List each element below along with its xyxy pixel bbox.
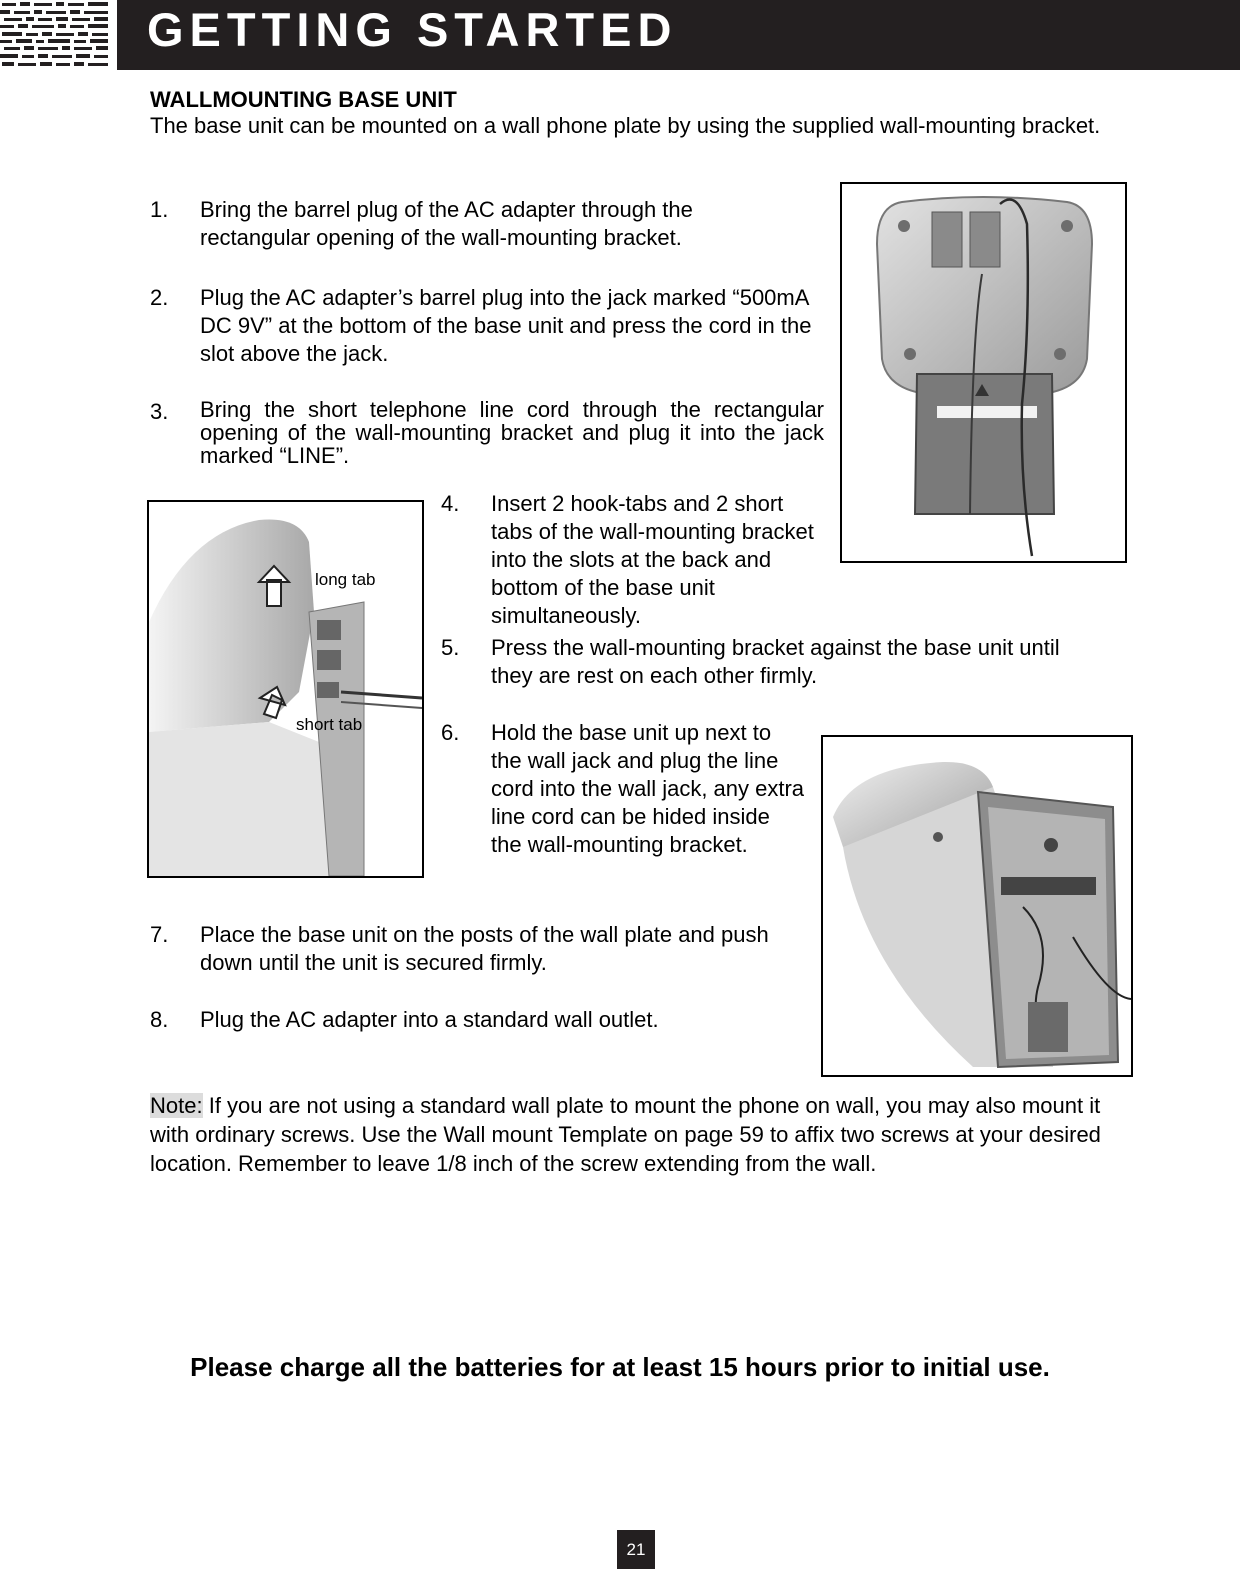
header-pattern <box>0 0 112 70</box>
tab-insertion-illustration <box>149 502 422 876</box>
figure-base-unit-back <box>840 182 1127 563</box>
step-text: Bring the barrel plug of the AC adapter through the rectangular opening of the wall-mounting bracket. <box>200 197 693 250</box>
section-title: WALLMOUNTING BASE UNIT <box>150 87 457 112</box>
step-number: 8. <box>150 1007 169 1032</box>
note-paragraph <box>150 1091 1130 1178</box>
step-number: 5. <box>441 635 460 660</box>
step-text: Hold the base unit up next to the wall jack and plug the line cord into the wall jack, any extra line cord can be hided inside the wall-mounting bracket. <box>491 720 805 857</box>
battery-charge-reminder: Please charge all the batteries for at least 15 hours prior to initial use. <box>190 1352 1050 1382</box>
long-tab-label: long tab <box>315 570 376 589</box>
figure-bracket-mounted <box>821 735 1133 1077</box>
step-number: 3. <box>150 399 169 424</box>
step-text: Insert 2 hook-tabs and 2 short tabs of the wall-mounting bracket into the slots at the back and bottom of the base unit simultaneously. <box>491 491 814 628</box>
step-number: 1. <box>150 197 169 222</box>
short-tab-label: short tab <box>296 715 363 734</box>
step-text: Press the wall-mounting bracket against the base unit until they are rest on each other firmly. <box>491 635 1060 688</box>
step-number: 7. <box>150 922 169 947</box>
step-text: Plug the AC adapter into a standard wall outlet. <box>200 1007 659 1032</box>
bracket-mounted-illustration <box>823 737 1131 1075</box>
intro-paragraph: The base unit can be mounted on a wall phone plate by using the supplied wall-mounting bracket. <box>150 113 1101 138</box>
step-text: Bring the short telephone line cord through the rectangular opening of the wall-mounting bracket and plug it into the jack marked “LINE”. <box>200 397 824 468</box>
figure-tab-insertion <box>147 500 424 878</box>
step-number: 6. <box>441 720 460 745</box>
step-number: 2. <box>150 285 169 310</box>
note-text: If you are not using a standard wall plate to mount the phone on wall, you may also mount it with ordinary screws. Use the Wall mount Template on page 59 to affix two screws at your desired location. Remember to leave 1/8 inch of the screw extending from the wall. <box>150 1093 1101 1176</box>
page-title: GETTING STARTED <box>147 3 678 56</box>
step-number: 4. <box>441 491 460 516</box>
note-label: Note: <box>150 1093 203 1118</box>
step-text: Plug the AC adapter’s barrel plug into the jack marked “500mA DC 9V” at the bottom of the base unit and press the cord in the slot above the jack. <box>200 285 812 366</box>
base-unit-back-illustration <box>842 184 1125 561</box>
page-number: 21 <box>617 1530 655 1569</box>
step-text: Place the base unit on the posts of the wall plate and push down until the unit is secured firmly. <box>200 922 769 975</box>
